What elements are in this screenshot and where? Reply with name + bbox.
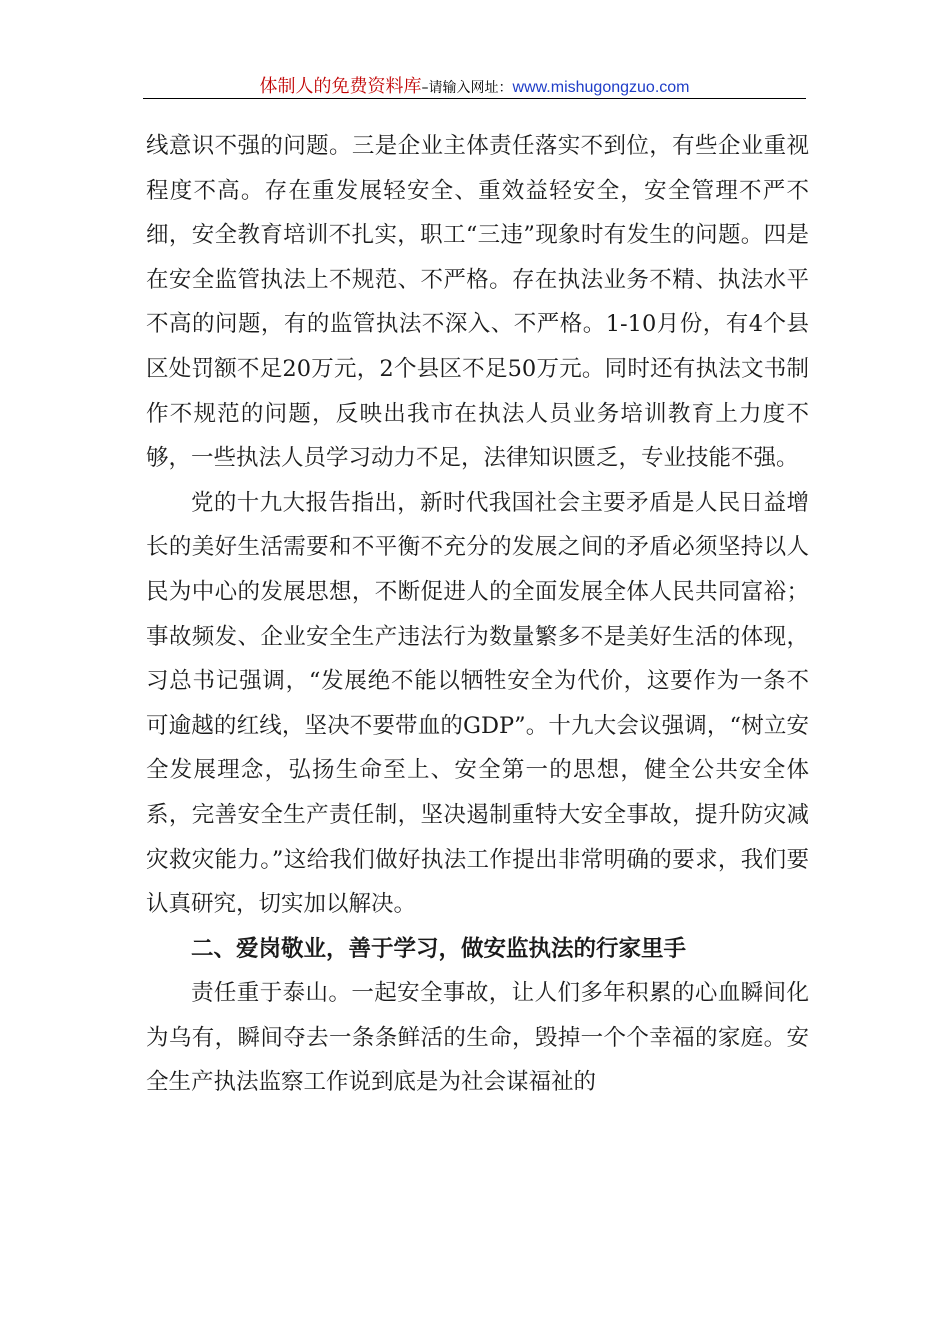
paragraph: 党的十九大报告指出，新时代我国社会主要矛盾是人民日益增长的美好生活需要和不平衡不充分的发展之间的矛盾必须坚持以人民为中心的发展思想，不断促进人的全面发展全体人民共同富裕；事故频发、企业安全生产违法行为数量繁多不是美好生活的体现，习总书记强调，“发展绝不能以牺牲安全为代价，这要作为一条不可逾越的红线，坚决不要带血的GDP”。十九大会议强调，“树立安全发展理念，弘扬生命至上、安全第一的思想，健全公共安全体系，完善安全生产责任制，坚决遏制重特大安全事故，提升防灾减灾救灾能力。”这给我们做好执法工作提出非常明确的要求，我们要认真研究，切实加以解决。	[146, 489, 809, 918]
header-brand: 体制人的免费资料库	[259, 76, 422, 97]
section-heading: 二、爱岗敬业，善于学习，做安监执法的行家里手	[191, 935, 687, 962]
page-header	[143, 72, 806, 98]
paragraph: 责任重于泰山。一起安全事故，让人们多年积累的心血瞬间化为乌有，瞬间夺去一条条鲜活的生命，毁掉一个个幸福的家庭。安全生产执法监察工作说到底是为社会谋福祉的	[146, 980, 809, 1096]
header-prompt: –请输入网址：	[421, 80, 513, 96]
paragraph-continued: 线意识不强的问题。三是企业主体责任落实不到位，有些企业重视程度不高。存在重发展轻安全、重效益轻安全，安全管理不严不细，安全教育培训不扎实，职工“三违”现象时有发生的问题。四是在安全监管执法上不规范、不严格。存在执法业务不精、执法水平不高的问题，有的监管执法不深入、不严格。1-10月份，有4个县区处罚额不足20万元，2个县区不足50万元。同时还有执法文书制作不规范的问题，反映出我市在执法人员业务培训教育上力度不够，一些执法人员学习动力不足，法律知识匮乏，专业技能不强。	[146, 133, 809, 472]
header-divider	[143, 98, 806, 99]
header-url-link[interactable]: www.mishugongzuo.com	[512, 79, 690, 96]
document-body	[146, 124, 809, 1105]
